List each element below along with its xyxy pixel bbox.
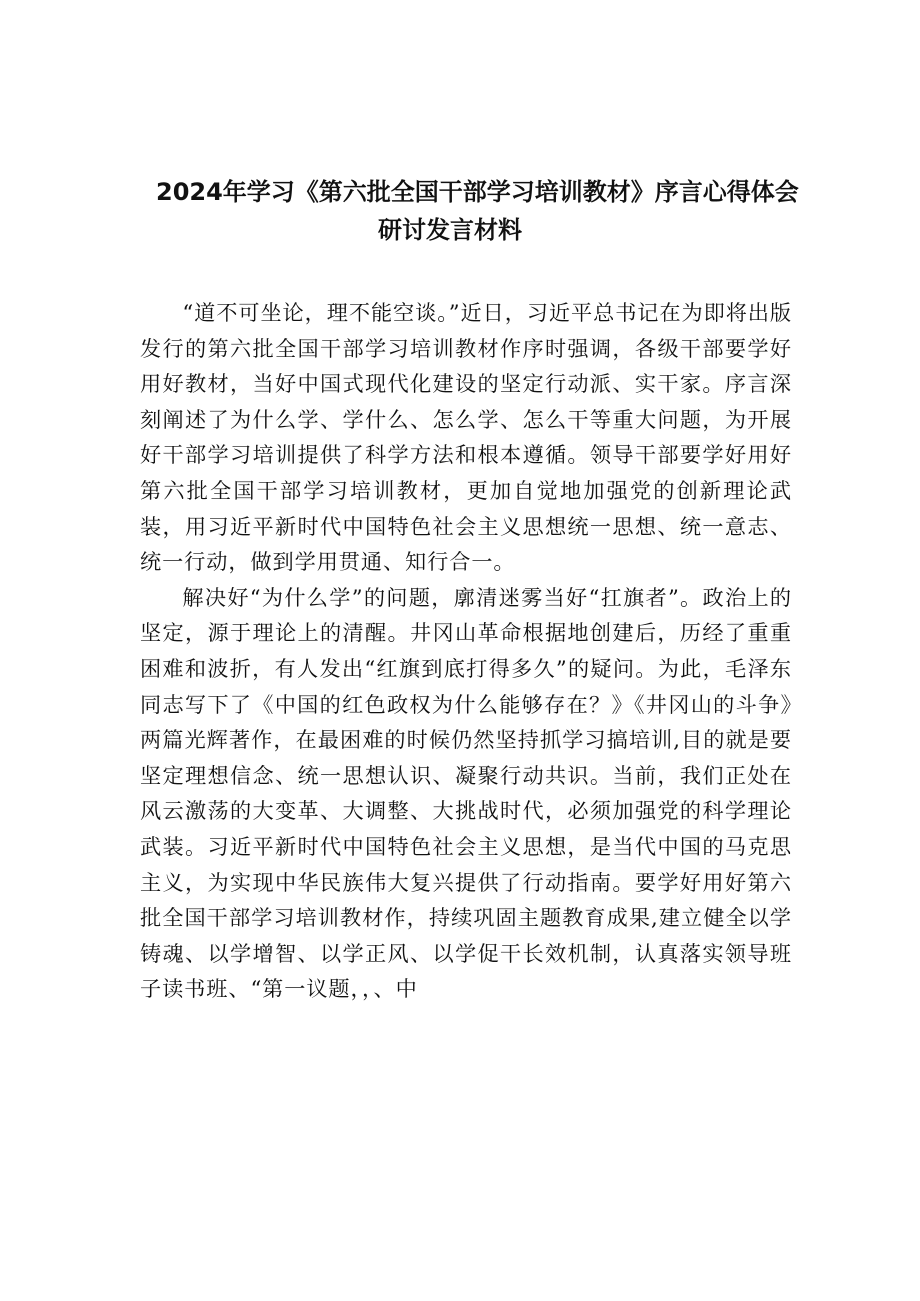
title-line-1: 2024年学习《第六批全国干部学习培训教材》序言心得体会 (156, 178, 799, 206)
document-body (140, 295, 792, 1007)
paragraph-1: “道不可坐论，理不能空谈。”近日，习近平总书记在为即将出版发行的第六批全国干部学习培训教材作序时强调，各级干部要学好用好教材，当好中国式现代化建设的坚定行动派、实干家。序言深刻阐述了为什么学、学什么、怎么学、怎么干等重大问题，为开展好干部学习培训提供了科学方法和根本遵循。领导干部要学好用好第六批全国干部学习培训教材，更加自觉地加强党的创新理论武装，用习近平新时代中国特色社会主义思想统一思想、统一意志、统一行动，做到学用贯通、知行合一。 (140, 300, 792, 575)
title-line-2: 研讨发言材料 (378, 216, 522, 244)
paragraph-2: 解决好“为什么学”的问题，廓清迷雾当好“扛旗者”。政治上的坚定，源于理论上的清醒。井冈山革命根据地创建后，历经了重重困难和波折，有人发出“红旗到底打得多久”的疑问。为此，毛泽东同志写下了《中国的红色政权为什么能够存在？》《井冈山的斗争》两篇光辉著作，在最困难的时候仍然坚持抓学习搞培训,目的就是要坚定理想信念、统一思想认识、凝聚行动共识。当前，我们正处在风云激荡的大变革、大调整、大挑战时代，必须加强党的科学理论武装。习近平新时代中国特色社会主义思想，是当代中国的马克思主义，为实现中华民族伟大复兴提供了行动指南。要学好用好第六批全国干部学习培训教材作，持续巩固主题教育成果,建立健全以学铸魂、以学增智、以学正风、以学促干长效机制，认真落实领导班子读书班、“第一议题，，、中 (140, 584, 792, 1002)
